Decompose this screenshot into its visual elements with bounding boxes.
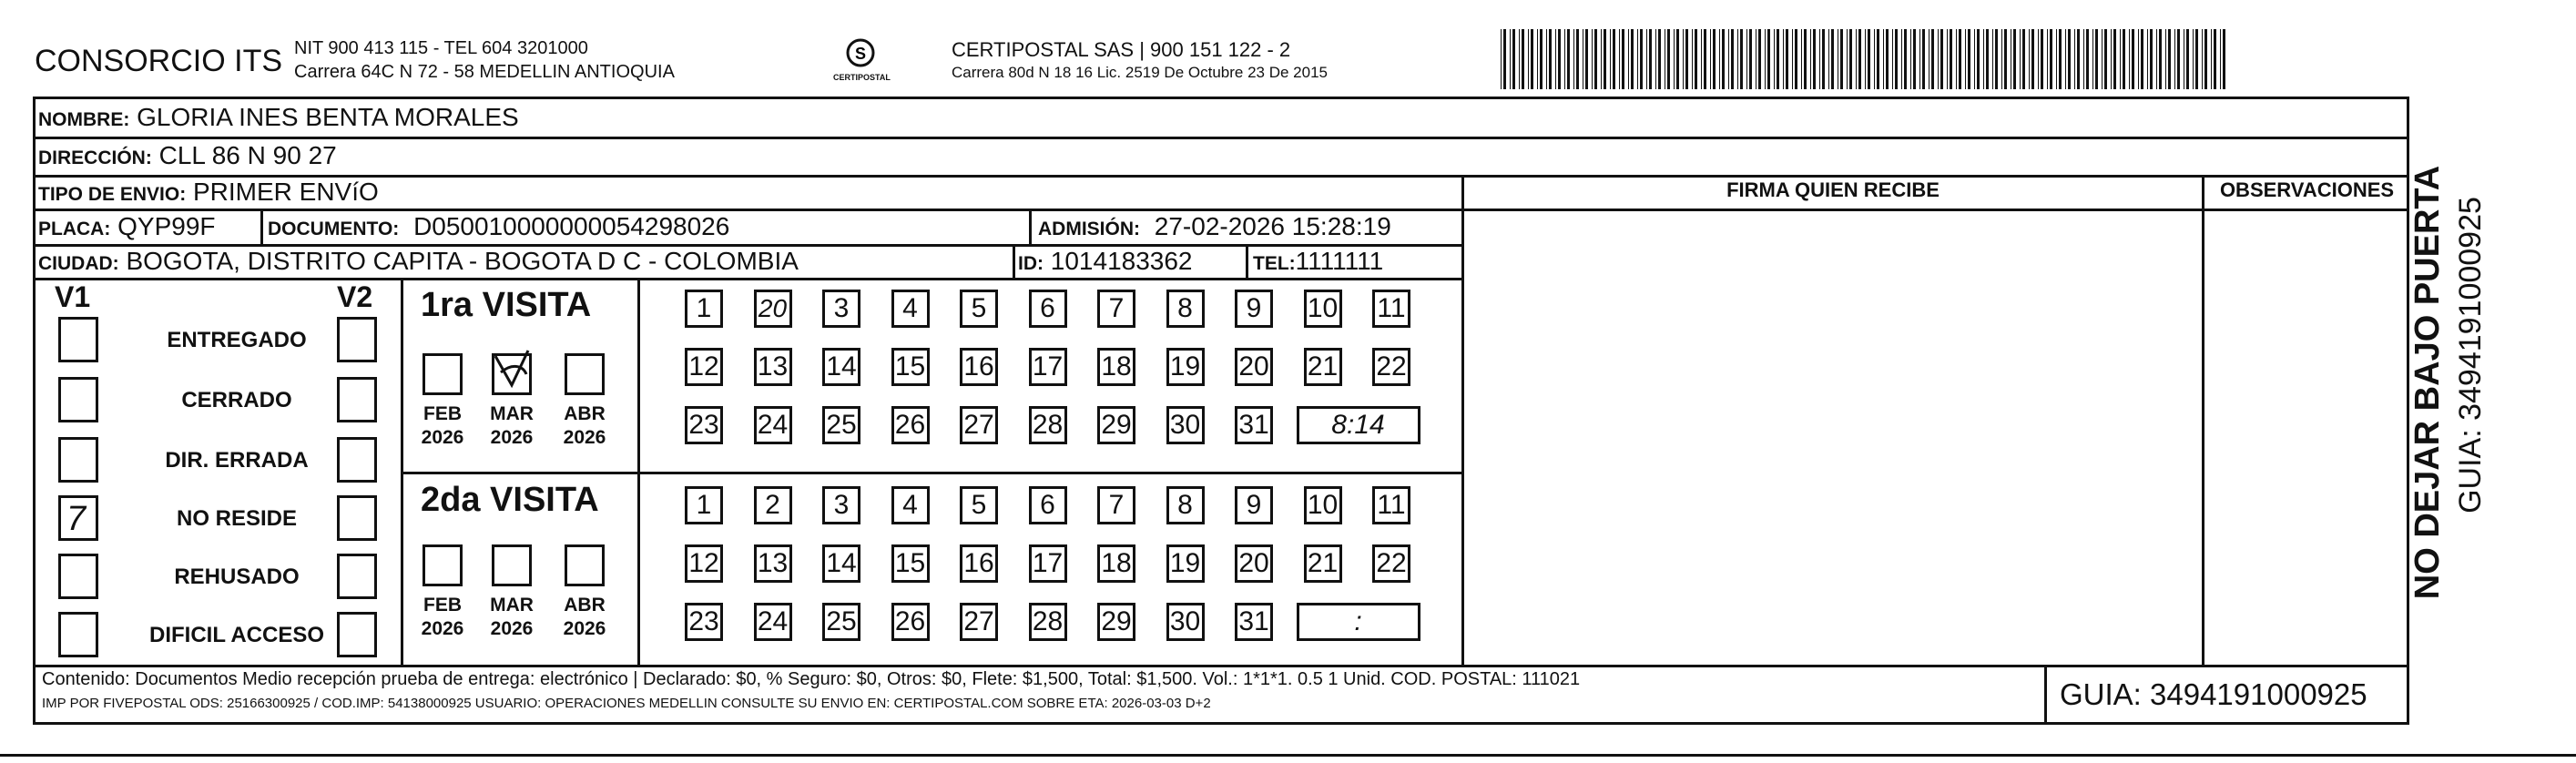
day-cell[interactable] [1029, 290, 1067, 328]
day-cell[interactable] [1097, 348, 1135, 386]
company-name: CONSORCIO ITS [35, 44, 283, 78]
day-cell[interactable] [685, 348, 723, 386]
day-number: 20 [1238, 548, 1269, 578]
day-number: 2 [765, 490, 780, 520]
time-value: 8:14 [1331, 410, 1385, 440]
day-cell[interactable] [754, 486, 792, 524]
ciudad-field: CIUDAD: BOGOTA, DISTRITO CAPITA - BOGOTA D C - COLOMBIA [38, 247, 799, 275]
visit1-title: 1ra VISITA [421, 286, 592, 324]
day-number: 8 [1177, 490, 1193, 520]
month-label: ABR [564, 403, 606, 424]
day-number: 11 [1377, 490, 1406, 520]
v1-checkbox[interactable] [58, 612, 98, 657]
courier-name: CERTIPOSTAL SAS | 900 151 122 - 2 [952, 38, 1291, 61]
v2-checkbox[interactable] [337, 495, 377, 541]
visit2-title: 2da VISITA [421, 481, 599, 519]
day-number: 8 [1177, 293, 1193, 323]
day-cell[interactable] [822, 603, 860, 641]
day-number: 21 [1307, 351, 1339, 382]
day-number: 31 [1238, 410, 1269, 440]
day-cell[interactable] [1304, 486, 1342, 524]
day-number: 27 [963, 410, 994, 440]
day-number: 20 [1238, 351, 1269, 382]
documento-field: DOCUMENTO: D050010000000054298026 [268, 212, 730, 240]
day-number: 14 [826, 548, 857, 578]
footer-imp: IMP POR FIVEPOSTAL ODS: 25166300925 / COD.IMP: 54138000925 USUARIO: OPERACIONES MEDELLIN CONSULTE SU ENVIO EN: CERTIPOSTAL.COM SOBRE ETA: 2026-03-03 D+2 [42, 696, 1211, 711]
courier-address: Carrera 80d N 18 16 Lic. 2519 De Octubre 23 De 2015 [952, 64, 1328, 81]
day-number: 17 [1032, 351, 1064, 382]
day-cell[interactable] [891, 486, 930, 524]
status-label: REHUSADO [174, 565, 300, 589]
v1-label: V1 [55, 280, 91, 313]
day-cell[interactable] [891, 406, 930, 444]
day-number: 7 [1108, 490, 1125, 520]
month-label: ABR [564, 595, 606, 615]
firma-area[interactable] [1464, 211, 2202, 665]
day-number: 9 [1246, 293, 1262, 323]
day-number: 5 [971, 293, 987, 323]
day-number: 5 [971, 490, 987, 520]
day-number: 11 [1377, 293, 1406, 323]
day-cell[interactable] [891, 544, 930, 583]
day-number: 1 [696, 490, 712, 520]
month-checkbox[interactable] [565, 544, 605, 586]
day-cell[interactable] [1097, 406, 1135, 444]
month-label: FEB [423, 403, 462, 424]
day-number: 10 [1307, 293, 1339, 323]
day-cell[interactable] [822, 406, 860, 444]
side-warning: NO DEJAR BAJO PUERTA [2408, 165, 2447, 600]
day-number: 12 [688, 548, 719, 578]
month-checkbox[interactable] [423, 353, 463, 395]
day-number: 25 [826, 410, 857, 440]
v1-mark: 7 [66, 500, 87, 538]
firma-header: FIRMA QUIEN RECIBE [1726, 178, 1940, 201]
day-number: 4 [902, 293, 918, 323]
v1-checkbox[interactable] [58, 554, 98, 599]
day-number: 14 [826, 351, 857, 382]
month-label: MAR [490, 403, 534, 424]
day-cell[interactable] [1304, 290, 1342, 328]
barcode-icon [1501, 29, 2229, 89]
day-cell[interactable] [1372, 544, 1410, 583]
status-label: CERRADO [181, 388, 292, 412]
day-number: 19 [1169, 351, 1201, 382]
day-number: 23 [688, 410, 719, 440]
tipo-envio-field: TIPO DE ENVIO: PRIMER ENVíO [38, 178, 379, 206]
svg-text:S: S [854, 45, 867, 63]
day-cell[interactable] [1235, 486, 1273, 524]
day-cell[interactable] [1166, 486, 1205, 524]
day-cell[interactable] [960, 290, 998, 328]
side-guia: GUIA: 3494191000925 [2453, 197, 2488, 514]
documento-value: D050010000000054298026 [413, 212, 730, 240]
day-number: 22 [1376, 351, 1407, 382]
day-number: 21 [1307, 548, 1339, 578]
day-number: 9 [1246, 490, 1262, 520]
day-cell[interactable] [960, 486, 998, 524]
day-cell[interactable] [754, 290, 792, 328]
day-number: 16 [963, 351, 994, 382]
status-label: DIR. ERRADA [165, 448, 309, 473]
day-number: 31 [1238, 606, 1269, 636]
logo-text: CERTIPOSTAL [833, 73, 891, 82]
day-cell[interactable] [685, 544, 723, 583]
day-cell[interactable] [754, 348, 792, 386]
day-number: 3 [833, 490, 850, 520]
day-cell[interactable] [1235, 290, 1273, 328]
day-cell[interactable] [822, 486, 860, 524]
day-cell[interactable] [754, 406, 792, 444]
nombre-field: NOMBRE: GLORIA INES BENTA MORALES [38, 103, 519, 131]
day-number: 3 [833, 293, 850, 323]
footer-guia: GUIA: 3494191000925 [2060, 677, 2367, 711]
month-label: FEB [423, 595, 462, 615]
month-year: 2026 [490, 618, 534, 639]
day-cell[interactable] [822, 348, 860, 386]
month-label: MAR [490, 595, 534, 615]
day-cell[interactable] [685, 290, 723, 328]
v1-checkbox[interactable] [58, 317, 98, 362]
day-cell[interactable] [1029, 544, 1067, 583]
month-checkbox[interactable] [492, 353, 532, 395]
day-cell[interactable] [1029, 486, 1067, 524]
day-number: 28 [1032, 410, 1064, 440]
day-cell[interactable] [1235, 544, 1273, 583]
day-cell[interactable] [685, 406, 723, 444]
day-cell[interactable] [1235, 348, 1273, 386]
month-year: 2026 [563, 618, 606, 639]
v2-checkbox[interactable] [337, 317, 377, 362]
v1-checkbox[interactable] [58, 377, 98, 422]
day-cell[interactable] [960, 406, 998, 444]
day-cell[interactable] [1166, 406, 1205, 444]
day-cell[interactable] [891, 348, 930, 386]
day-number: 13 [757, 351, 789, 382]
id-value: 1014183362 [1050, 247, 1193, 275]
day-number: 1 [696, 293, 712, 323]
day-cell[interactable] [960, 603, 998, 641]
placa-field: PLACA: QYP99F [38, 212, 216, 240]
day-number: 18 [1101, 548, 1132, 578]
day-number: 19 [1169, 548, 1201, 578]
day-cell[interactable] [1372, 486, 1410, 524]
day-cell[interactable] [1029, 603, 1067, 641]
day-cell[interactable] [891, 603, 930, 641]
month-year: 2026 [490, 427, 534, 448]
ciudad-value: BOGOTA, DISTRITO CAPITA - BOGOTA D C - COLOMBIA [126, 247, 799, 275]
day-number: 22 [1376, 548, 1407, 578]
day-cell[interactable] [1097, 486, 1135, 524]
direccion-field: DIRECCIÓN: CLL 86 N 90 27 [38, 141, 337, 169]
v1-checkbox[interactable] [58, 495, 98, 541]
day-number: 26 [894, 606, 926, 636]
observaciones-area[interactable] [2204, 211, 2409, 665]
day-number: 15 [894, 548, 926, 578]
status-label: NO RESIDE [176, 506, 298, 531]
day-cell[interactable] [1304, 544, 1342, 583]
status-label: ENTREGADO [167, 328, 307, 352]
direccion-value: CLL 86 N 90 27 [158, 141, 337, 169]
day-number: 27 [963, 606, 994, 636]
day-cell[interactable] [960, 544, 998, 583]
day-number: 30 [1169, 606, 1201, 636]
day-number: 18 [1101, 351, 1132, 382]
day-number: 6 [1040, 490, 1055, 520]
day-number: 7 [1108, 293, 1125, 323]
tel-value: 1111111 [1295, 247, 1384, 275]
footer-contenido: Contenido: Documentos Medio recepción prueba de entrega: electrónico | Declarado: $0, % Seguro: $0, Otros: $0, Flete: $1,500, Total: $1,500. Vol.: 1*1*1. 0.5 1 Unid. COD. POSTAL: 111021 [42, 669, 1581, 689]
v1-checkbox[interactable] [58, 437, 98, 483]
status-label: DIFICIL ACCESO [148, 623, 324, 647]
day-number: 26 [894, 410, 926, 440]
time-field[interactable] [1297, 603, 1420, 641]
day-number: 29 [1101, 410, 1132, 440]
day-number: 28 [1032, 606, 1064, 636]
day-cell[interactable] [1304, 348, 1342, 386]
month-checkbox[interactable] [565, 353, 605, 395]
day-number: 23 [688, 606, 719, 636]
day-cell[interactable] [754, 603, 792, 641]
day-cell[interactable] [1166, 290, 1205, 328]
tipo-envio-value: PRIMER ENVíO [192, 178, 379, 206]
placa-value: QYP99F [117, 212, 216, 240]
day-number: 12 [688, 351, 719, 382]
admision-value: 27-02-2026 15:28:19 [1154, 212, 1391, 240]
day-cell[interactable] [1372, 290, 1410, 328]
day-cell[interactable] [1097, 290, 1135, 328]
day-number: 30 [1169, 410, 1201, 440]
day-cell[interactable] [1166, 603, 1205, 641]
day-cell[interactable] [822, 544, 860, 583]
day-number: 13 [757, 548, 789, 578]
day-cell[interactable] [1372, 348, 1410, 386]
day-number: 24 [757, 410, 789, 440]
day-handwritten-mark: 20 [758, 294, 788, 322]
day-cell[interactable] [891, 290, 930, 328]
v2-checkbox[interactable] [337, 437, 377, 483]
month-checkbox[interactable] [492, 544, 532, 586]
month-year: 2026 [563, 427, 606, 448]
day-cell[interactable] [1235, 406, 1273, 444]
day-number: 10 [1307, 490, 1339, 520]
admision-field: ADMISIÓN: 27-02-2026 15:28:19 [1038, 212, 1391, 240]
day-cell[interactable] [1235, 603, 1273, 641]
v2-checkbox[interactable] [337, 554, 377, 599]
day-cell[interactable] [1029, 406, 1067, 444]
time-value: : [1354, 606, 1362, 636]
day-cell[interactable] [685, 603, 723, 641]
day-cell[interactable] [754, 544, 792, 583]
day-number: 16 [963, 548, 994, 578]
day-cell[interactable] [960, 348, 998, 386]
day-number: 15 [894, 351, 926, 382]
id-field: ID: 1014183362 [1018, 247, 1193, 275]
day-number: 25 [826, 606, 857, 636]
day-number: 4 [902, 490, 918, 520]
nombre-value: GLORIA INES BENTA MORALES [137, 103, 519, 131]
day-cell[interactable] [1166, 544, 1205, 583]
day-cell[interactable] [822, 290, 860, 328]
day-number: 17 [1032, 548, 1064, 578]
day-cell[interactable] [685, 486, 723, 524]
day-cell[interactable] [1097, 544, 1135, 583]
day-number: 29 [1101, 606, 1132, 636]
month-year: 2026 [421, 618, 464, 639]
month-checkbox[interactable] [423, 544, 463, 586]
day-number: 6 [1040, 293, 1055, 323]
day-cell[interactable] [1097, 603, 1135, 641]
month-year: 2026 [421, 427, 464, 448]
company-nit: NIT 900 413 115 - TEL 604 3201000 [294, 38, 588, 58]
observaciones-header: OBSERVACIONES [2219, 178, 2395, 201]
v2-checkbox[interactable] [337, 377, 377, 422]
day-number: 24 [757, 606, 789, 636]
v2-checkbox[interactable] [337, 612, 377, 657]
day-cell[interactable] [1166, 348, 1205, 386]
day-cell[interactable] [1029, 348, 1067, 386]
v2-label: V2 [337, 280, 373, 313]
tel-field: TEL:1111111 [1253, 247, 1384, 275]
time-field[interactable] [1297, 406, 1420, 444]
company-address: Carrera 64C N 72 - 58 MEDELLIN ANTIOQUIA [294, 62, 675, 82]
